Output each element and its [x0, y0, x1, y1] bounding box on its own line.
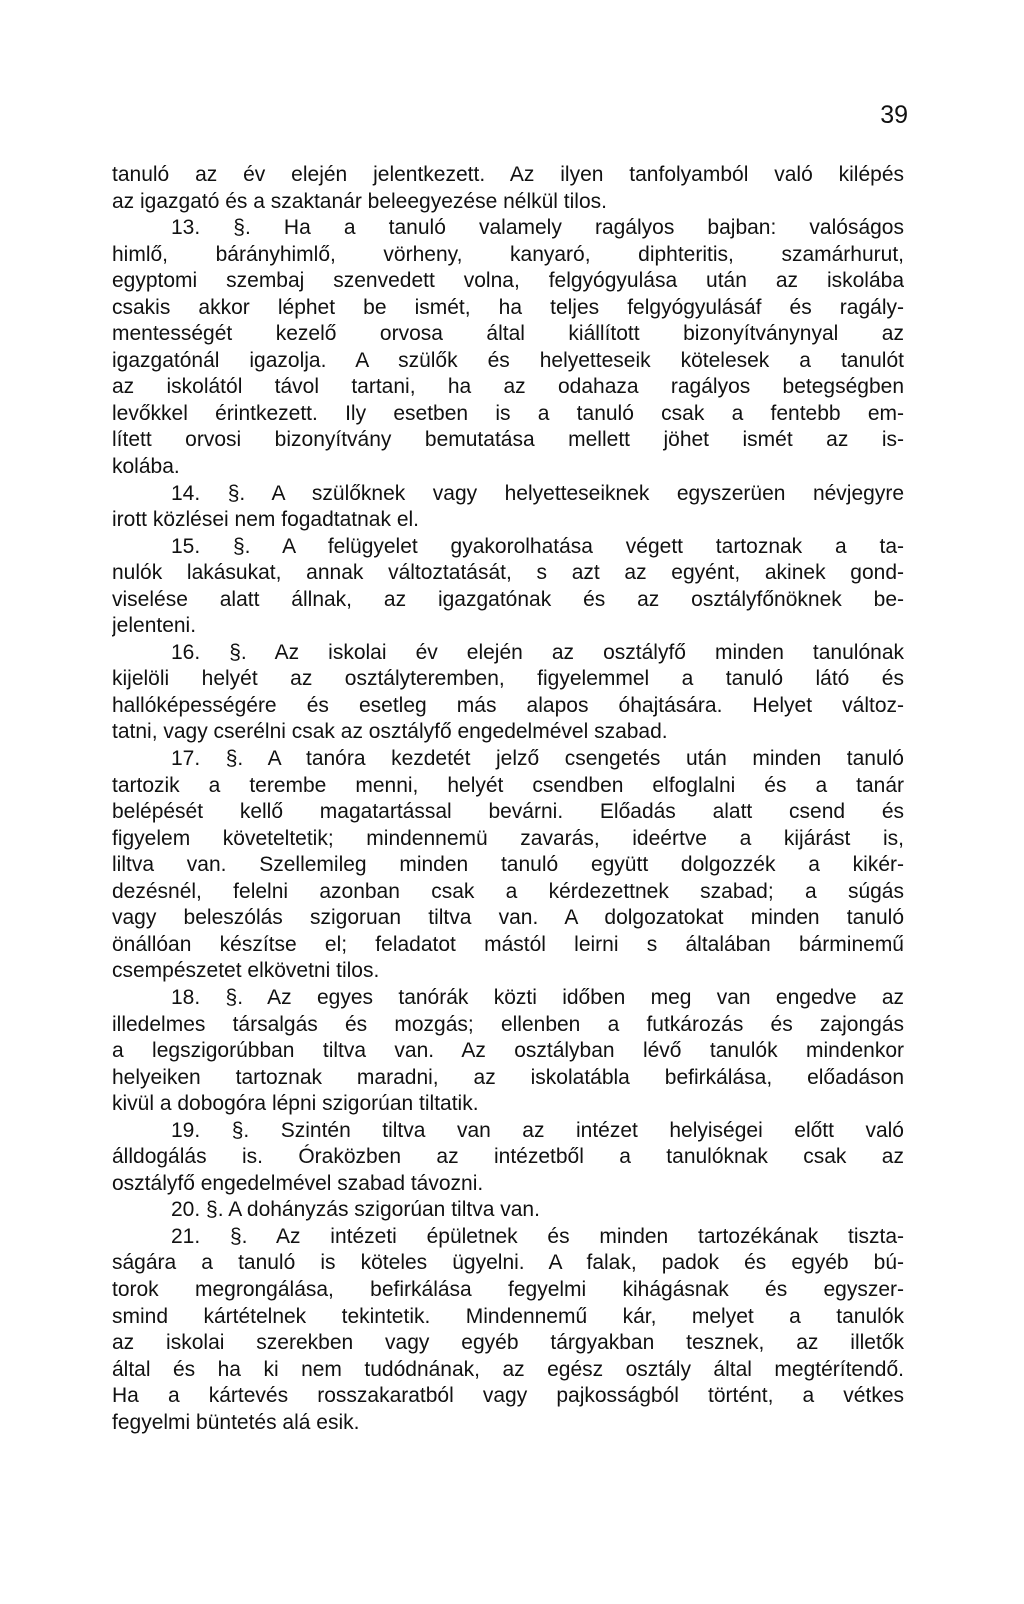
text-line: tanuló az év elején jelentkezett. Az ilyen tanfolyamból való kilépés: [112, 163, 904, 186]
text-line: viselése alatt állnak, az igazgatónak és az osztályfőnöknek be-: [112, 587, 904, 611]
text-line: levőkkel érintkezett. Ily esetben is a tanuló csak a fentebb em-: [112, 401, 904, 425]
text-line: ságára a tanuló is köteles ügyelni. A falak, padok és egyéb bú-: [112, 1251, 904, 1275]
text-line: Ha a kártevés rosszakaratból vagy pajkosságból történt, a vétkes: [112, 1384, 904, 1408]
text-line: helyeiken tartoznak maradni, az iskolatábla befirkálása, előadáson: [112, 1065, 904, 1089]
text-line: igazgatónál igazolja. A szülők és helyetteseik kötelesek a tanulót: [112, 348, 904, 372]
text-line: csempészetet elkövetni tilos.: [112, 959, 380, 983]
text-line: dezésnél, felelni azonban csak a kérdezettnek szabad; a súgás: [112, 879, 904, 903]
text-line: himlő, bárányhimlő, vörheny, kanyaró, diphteritis, szamárhurut,: [112, 242, 904, 266]
text-line: hallóképességére és esetleg más alapos óhajtására. Helyet változ-: [112, 693, 904, 717]
body-text: [112, 162, 904, 1436]
text-line: 16. §. Az iskolai év elején az osztályfő minden tanulónak: [171, 640, 904, 664]
text-line: 15. §. A felügyelet gyakorolhatása végett tartoznak a ta-: [171, 534, 904, 558]
text-line: mentességét kezelő orvosa által kiállított bizonyítványnyal az: [112, 322, 904, 346]
text-line: tatni, vagy cserélni csak az osztályfő engedelmével szabad.: [112, 720, 668, 744]
text-line: vagy beleszólás szigoruan tiltva van. A dolgozatokat minden tanuló: [112, 906, 904, 930]
text-line: smind kártételnek tekintetik. Mindennemű kár, melyet a tanulók: [112, 1304, 904, 1328]
text-line: tartozik a terembe menni, helyét csendben elfoglalni és a tanár: [112, 773, 904, 797]
text-line: az igazgató és a szaktanár beleegyezése nélkül tilos.: [112, 189, 607, 213]
text-line: jelenteni.: [112, 614, 197, 638]
text-line: torok megrongálása, befirkálása fegyelmi kihágásnak és egyszer-: [112, 1277, 904, 1301]
text-line: az iskolai szerekben vagy egyéb tárgyakban tesznek, az illetők: [112, 1331, 904, 1355]
text-line: 17. §. A tanóra kezdetét jelző csengetés után minden tanuló: [171, 747, 904, 771]
text-line: által és ha ki nem tudódnának, az egész osztály által megtérítendő.: [112, 1357, 904, 1381]
text-line: irott közlései nem fogadtatnak el.: [112, 508, 420, 532]
text-line: álldogálás is. Óraközben az intézetből a tanulóknak csak az: [112, 1145, 904, 1169]
text-line: kijelöli helyét az osztályteremben, figyelemmel a tanuló látó és: [112, 667, 904, 691]
text-line: fegyelmi büntetés alá esik.: [112, 1410, 360, 1434]
text-line: csakis akkor léphet be ismét, ha teljes felgyógyulásáf és ragály-: [112, 295, 904, 319]
text-line: figyelem követeltetik; mindennemü zavarás, ideértve a kijárást is,: [112, 826, 904, 850]
page-number: 39: [880, 101, 908, 129]
text-line: liltva van. Szellemileg minden tanuló együtt dolgozzék a kikér-: [112, 853, 904, 877]
text-line: 18. §. Az egyes tanórák közti időben meg van engedve az: [171, 985, 904, 1009]
text-line: belépését kellő magatartással bevárni. Előadás alatt csend és: [112, 800, 904, 824]
text-line: 21. §. Az intézeti épületnek és minden tartozékának tiszta-: [171, 1224, 904, 1248]
text-line: 19. §. Szintén tiltva van az intézet helyiségei előtt való: [171, 1118, 904, 1142]
text-line: a legszigorúbban tiltva van. Az osztályban lévő tanulók mindenkor: [112, 1039, 904, 1063]
text-line: 14. §. A szülőknek vagy helyetteseiknek egyszerüen névjegyre: [171, 481, 904, 505]
text-line: 13. §. Ha a tanuló valamely ragályos bajban: valóságos: [171, 216, 904, 240]
text-line: illedelmes társalgás és mozgás; ellenben a futkározás és zajongás: [112, 1012, 904, 1036]
text-line: 20. §. A dohányzás szigorúan tiltva van.: [171, 1198, 540, 1222]
text-line: nulók lakásukat, annak változtatását, s azt az egyént, akinek gond-: [112, 561, 904, 585]
text-line: az iskolától távol tartani, ha az odahaza ragályos betegségben: [112, 375, 904, 399]
text-line: kolába.: [112, 455, 180, 479]
text-line: lített orvosi bizonyítvány bemutatása mellett jöhet ismét az is-: [112, 428, 904, 452]
text-line: kivül a dobogóra lépni szigorúan tiltatik.: [112, 1092, 479, 1116]
text-line: osztályfő engedelmével szabad távozni.: [112, 1171, 484, 1195]
text-line: egyptomi szembaj szenvedett volna, felgyógyulása után az iskolába: [112, 269, 904, 293]
text-line: önállóan készítse el; feladatot mástól leirni s általában bárminemű: [112, 932, 904, 956]
